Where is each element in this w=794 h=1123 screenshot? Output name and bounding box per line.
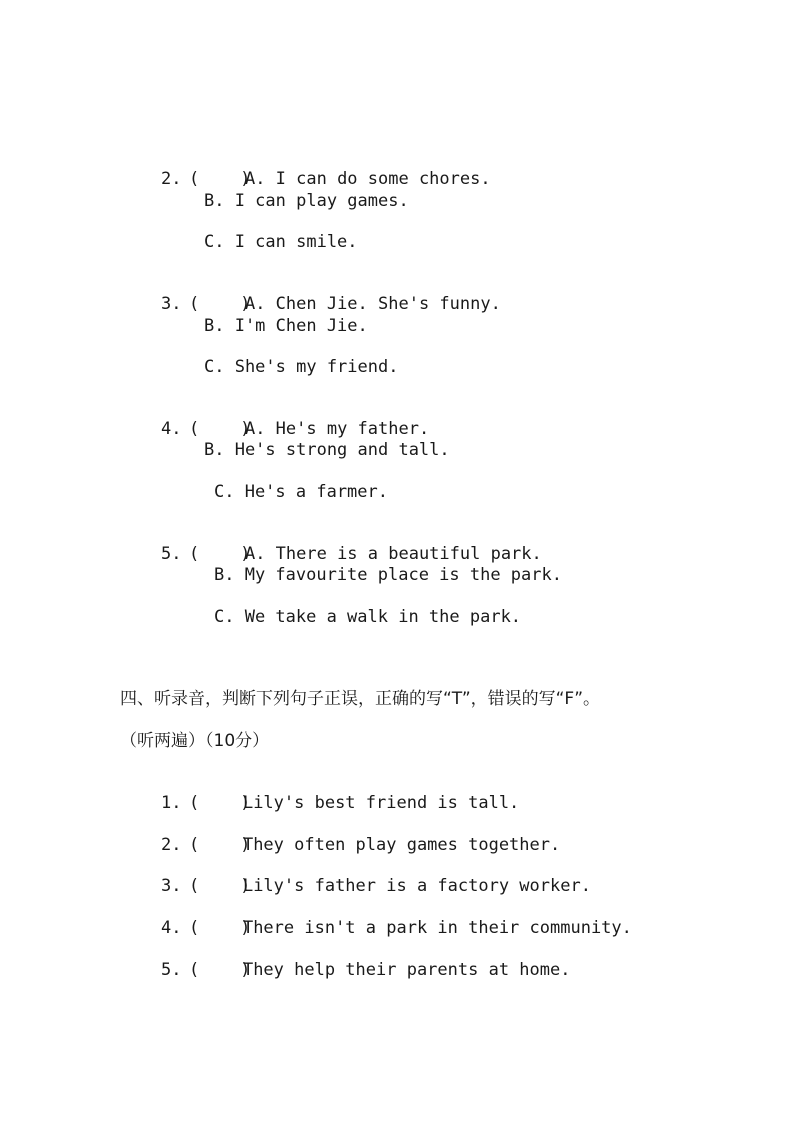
item-text: There isn't a park in their community. [242, 918, 632, 938]
question-number: 3. [160, 294, 182, 314]
option-a: A. He's my father. [244, 419, 430, 439]
answer-blank: ( ) [188, 918, 251, 938]
item-number: 1. [160, 793, 182, 813]
option-a: A. There is a beautiful park. [244, 544, 542, 564]
answer-blank: ( ) [188, 544, 251, 564]
option-c: C. She's my friend. [204, 357, 399, 377]
option-c: C. I can smile. [204, 232, 358, 252]
answer-blank: ( ) [188, 960, 251, 980]
question-number: 2. [160, 169, 182, 189]
answer-blank: ( ) [188, 835, 251, 855]
option-c: C. He's a farmer. [214, 482, 388, 502]
option-b: B. I can play games. [204, 191, 409, 211]
option-a: A. Chen Jie. She's funny. [244, 294, 501, 314]
section-subtitle: （听两遍）（10分） [120, 731, 270, 751]
answer-blank: ( ) [188, 793, 251, 813]
item-text: Lily's best friend is tall. [242, 793, 520, 813]
question-number: 4. [160, 419, 182, 439]
answer-blank: ( ) [188, 294, 251, 314]
option-b: B. I'm Chen Jie. [204, 316, 368, 336]
item-number: 3. [160, 876, 182, 896]
item-text: Lily's father is a factory worker. [242, 876, 591, 896]
answer-blank: ( ) [188, 876, 251, 896]
item-number: 5. [160, 960, 182, 980]
answer-blank: ( ) [188, 169, 251, 189]
item-number: 2. [160, 835, 182, 855]
option-a: A. I can do some chores. [244, 169, 491, 189]
item-number: 4. [160, 918, 182, 938]
item-text: They often play games together. [242, 835, 561, 855]
answer-blank: ( ) [188, 419, 251, 439]
list-item [120, 940, 570, 1000]
option-b: B. He's strong and tall. [204, 440, 450, 460]
option-c: C. We take a walk in the park. [214, 607, 522, 627]
question-number: 5. [160, 544, 182, 564]
item-text: They help their parents at home. [242, 960, 571, 980]
option-b: B. My favourite place is the park. [214, 565, 562, 585]
section-title: 四、听录音，判断下列句子正误，正确的写“T”，错误的写“F”。 [120, 689, 601, 709]
